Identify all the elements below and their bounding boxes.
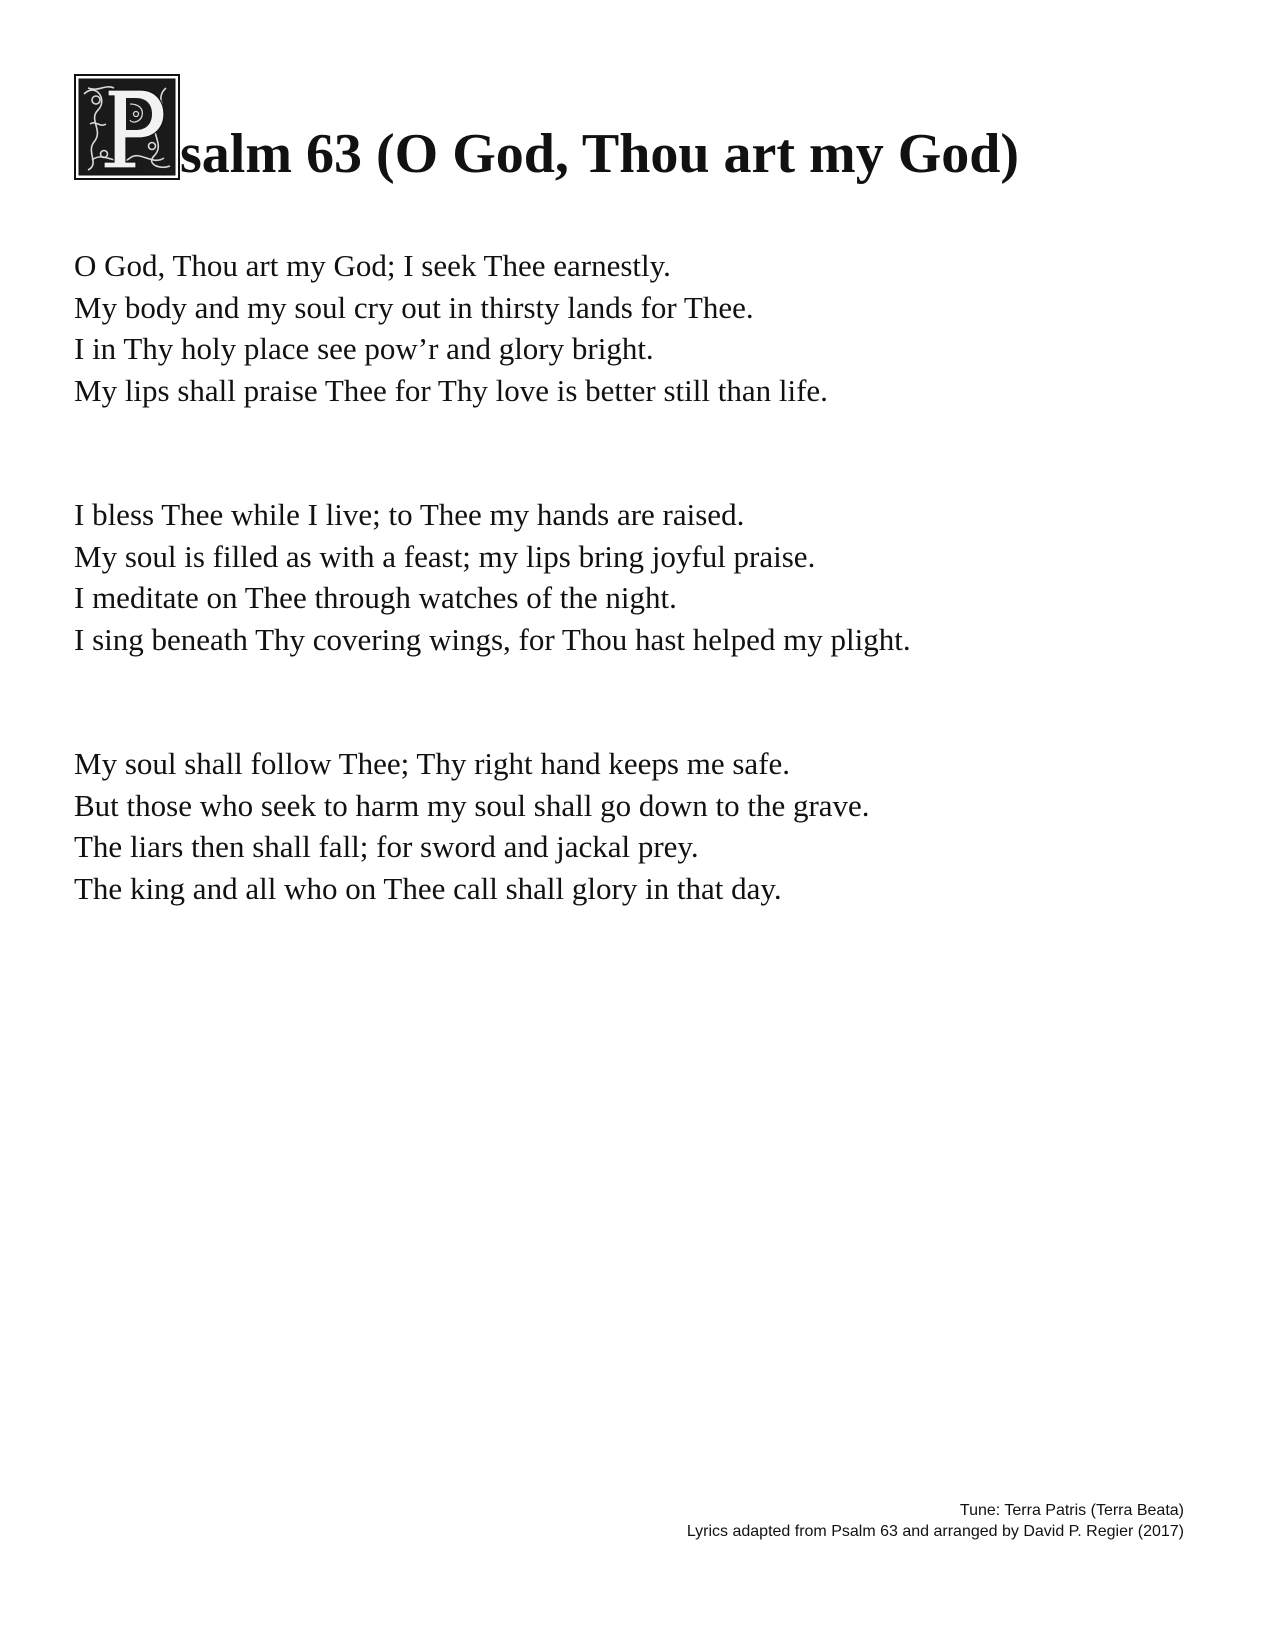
lyric-line: My body and my soul cry out in thirsty lands for Thee. xyxy=(74,289,754,325)
lyric-line: I meditate on Thee through watches of the night. xyxy=(74,580,677,615)
lyric-line: My soul is filled as with a feast; my lips bring joyful praise. xyxy=(74,538,816,574)
title-block xyxy=(74,74,1214,186)
page-title: salm 63 (O God, Thou art my God) xyxy=(180,123,1020,185)
ornamental-initial-p-icon xyxy=(74,74,180,180)
lyric-line: The king and all who on Thee call shall glory in that day. xyxy=(74,870,782,906)
lyric-line: O God, Thou art my God; I seek Thee earnestly. xyxy=(74,248,671,283)
lyric-line: I bless Thee while I live; to Thee my hands are raised. xyxy=(74,497,745,532)
lyrics xyxy=(74,245,1194,992)
lyric-line: But those who seek to harm my soul shall go down to the grave. xyxy=(74,787,870,823)
tune-credit: Tune: Terra Patris (Terra Beata) xyxy=(959,1502,1184,1519)
lyric-line: My lips shall praise Thee for Thy love is better still than life. xyxy=(74,372,828,408)
lyric-line: I sing beneath Thy covering wings, for Thou hast helped my plight. xyxy=(74,621,911,657)
stanza-1 xyxy=(74,245,1194,411)
stanza-3 xyxy=(74,743,1194,909)
lyric-line: I in Thy holy place see pow’r and glory bright. xyxy=(74,331,654,366)
lyric-line: My soul shall follow Thee; Thy right hand keeps me safe. xyxy=(74,746,791,781)
credits xyxy=(687,1500,1184,1542)
stanza-2 xyxy=(74,494,1194,660)
lyrics-credit: Lyrics adapted from Psalm 63 and arranged by David P. Regier (2017) xyxy=(686,1523,1184,1540)
lyric-line: The liars then shall fall; for sword and jackal prey. xyxy=(74,829,699,864)
